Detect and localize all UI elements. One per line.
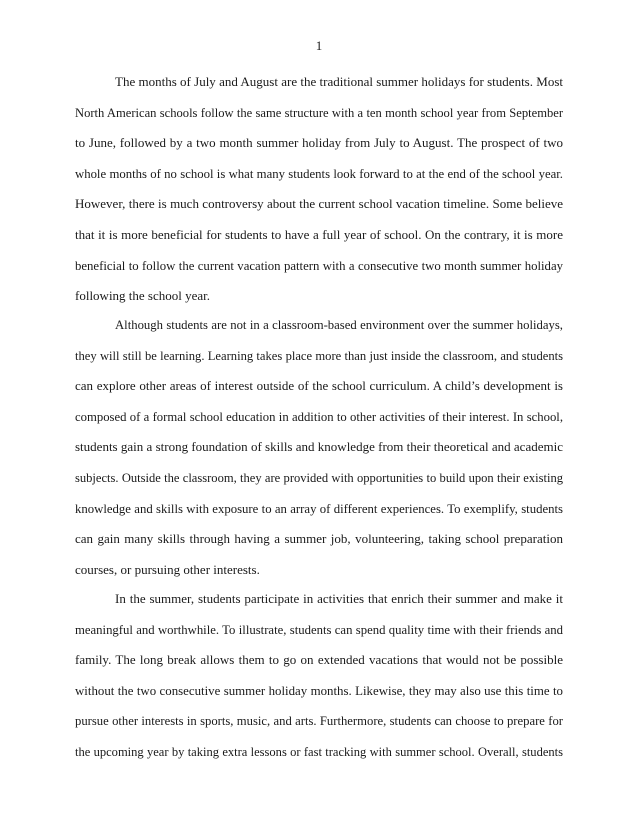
paragraph-line: meaningful and worthwhile. To illustrate, students can spend quality time with their friends and xyxy=(75,622,563,637)
paragraph-line: North American schools follow the same structure with a ten month school year from September xyxy=(75,105,563,120)
paragraph-line: following the school year. xyxy=(75,288,211,304)
paragraph-line: subjects. Outside the classroom, they are provided with opportunities to build upon their existing xyxy=(75,470,563,485)
paragraph-line: whole months of no school is what many students look forward to at the end of the school year. xyxy=(75,166,563,181)
paragraph-1 xyxy=(75,67,563,312)
paragraph-2 xyxy=(75,310,563,585)
paragraph-line: In the summer, students participate in activities that enrich their summer and make it xyxy=(115,591,563,606)
paragraph-line: students gain a strong foundation of skills and knowledge from their theoretical and academic xyxy=(75,439,563,455)
paragraph-line: to June, followed by a two month summer holiday from July to August. The prospect of two xyxy=(75,135,563,151)
paragraph-line: Although students are not in a classroom-based environment over the summer holidays, xyxy=(115,318,563,332)
paragraph-line: knowledge and skills with exposure to an array of different experiences. To exemplify, students xyxy=(75,501,563,516)
paragraph-3 xyxy=(75,584,563,768)
paragraph-line: The months of July and August are the traditional summer holidays for students. Most xyxy=(115,74,563,89)
paragraph-line: pursue other interests in sports, music, and arts. Furthermore, students can choose to prepare for xyxy=(75,714,563,729)
paragraph-line: can gain many skills through having a summer job, volunteering, taking school preparation xyxy=(75,531,563,547)
paragraph-line: they will still be learning. Learning takes place more than just inside the classroom, and students xyxy=(75,348,563,363)
paragraph-line: without the two consecutive summer holiday months. Likewise, they may also use this time to xyxy=(75,683,563,698)
paragraph-line: family. The long break allows them to go on extended vacations that would not be possible xyxy=(75,652,563,668)
paragraph-line: However, there is much controversy about the current school vacation timeline. Some believe xyxy=(75,196,563,212)
paragraph-line: the upcoming year by taking extra lessons or fast tracking with summer school. Overall, students xyxy=(75,744,563,759)
paragraph-line: composed of a formal school education in addition to other activities of their interest. In school, xyxy=(75,409,563,424)
page-number: 1 xyxy=(315,38,323,53)
paragraph-line: can explore other areas of interest outside of the school curriculum. A child’s development is xyxy=(75,378,563,394)
paragraph-line: courses, or pursuing other interests. xyxy=(75,561,260,577)
paragraph-line: that it is more beneficial for students to have a full year of school. On the contrary, it is more xyxy=(75,226,563,242)
paragraph-line: beneficial to follow the current vacation pattern with a consecutive two month summer holiday xyxy=(75,258,563,273)
